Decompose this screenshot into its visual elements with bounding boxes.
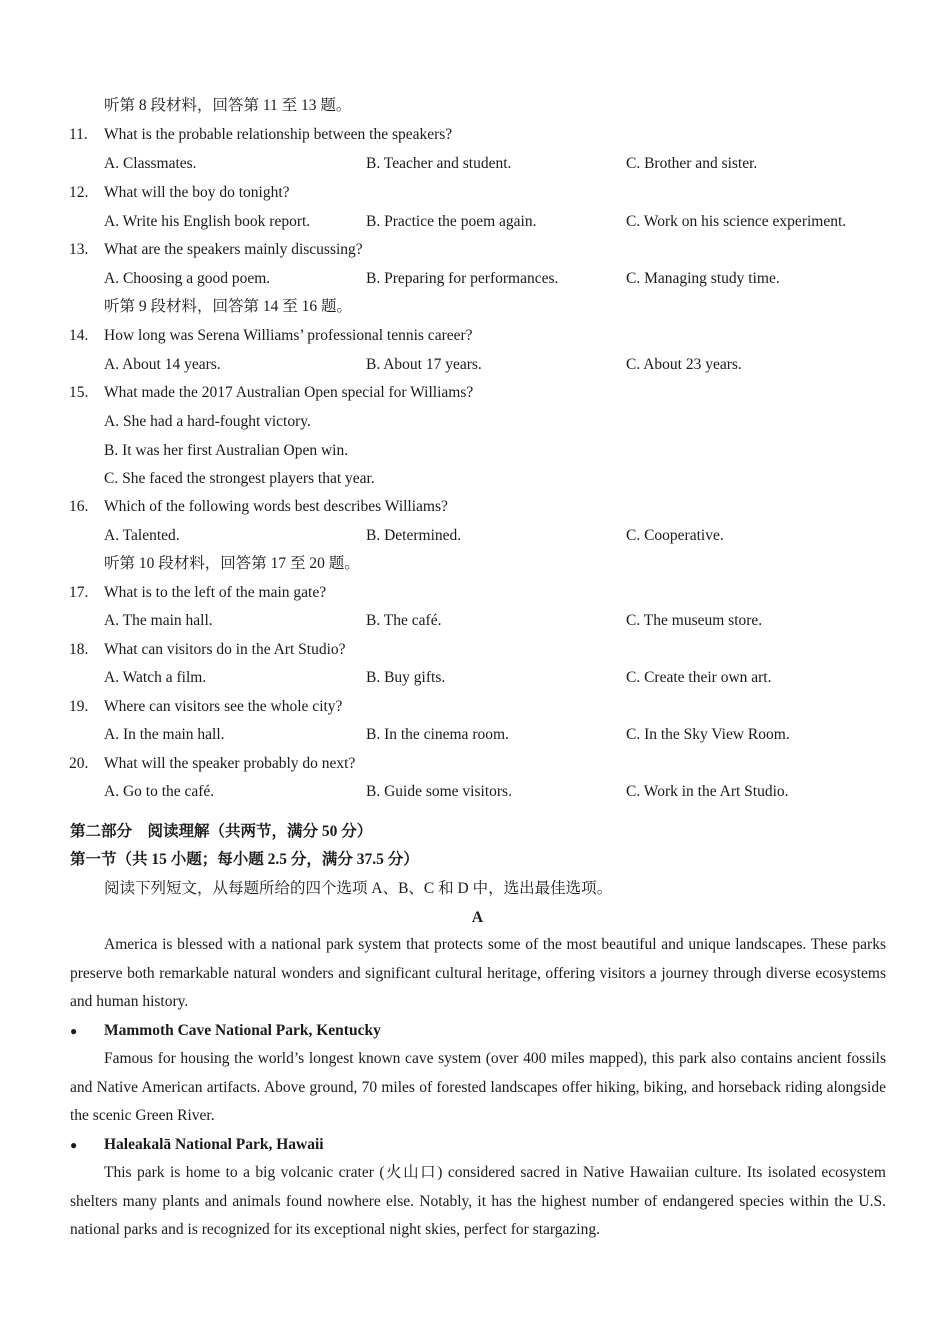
option-c: C. Work in the Art Studio. [626, 783, 789, 800]
question-number: 18. [69, 641, 89, 658]
option-a: A. The main hall. [104, 612, 213, 629]
option-c: C. Work on his science experiment. [626, 213, 847, 230]
question-number: 13. [69, 241, 89, 258]
option-a: A. Go to the café. [104, 783, 215, 800]
bullet-icon: ● [70, 1138, 78, 1152]
part-2-title: 第二部分 阅读理解（共两节，满分 50 分） [70, 823, 373, 840]
passage-intro: America is blessed with a national park system that protects some of the most beautiful and unique landscapes. These parks preserve both remarkable natural wonders and significant cultural heritage, offering visitors a journey through diverse ecosystems and human history. [70, 936, 886, 1011]
option-b: B. It was her first Australian Open win. [104, 442, 349, 459]
option-b: B. Guide some visitors. [366, 783, 512, 800]
option-c: C. She faced the strongest players that year. [104, 470, 375, 487]
option-b: B. The café. [366, 612, 442, 629]
question-text: What are the speakers mainly discussing? [104, 241, 363, 258]
question-text: What will the boy do tonight? [104, 184, 290, 201]
question-number: 17. [69, 584, 89, 601]
option-a: A. She had a hard-fought victory. [104, 413, 311, 430]
question-text: How long was Serena Williams’ professional tennis career? [104, 327, 473, 344]
option-c: C. The museum store. [626, 612, 763, 629]
option-c: C. Brother and sister. [626, 155, 758, 172]
question-number: 19. [69, 698, 89, 715]
option-a: A. About 14 years. [104, 356, 221, 373]
park-2-text: This park is home to a big volcanic crater (火山口) considered sacred in Native Hawaiian culture. Its isolated ecosystem shelters many plants and animals found nowhere else. Notably, it has the highest number of endangered species within the U.S. national parks and is recognized for its exceptional night skies, perfect for stargazing. [70, 1164, 886, 1239]
bullet-icon: ● [70, 1024, 78, 1038]
question-number: 15. [69, 384, 89, 401]
question-text: Where can visitors see the whole city? [104, 698, 343, 715]
option-a: A. In the main hall. [104, 726, 225, 743]
option-b: B. Teacher and student. [366, 155, 512, 172]
question-number: 20. [69, 755, 89, 772]
question-text: What will the speaker probably do next? [104, 755, 356, 772]
section-9-heading: 听第 9 段材料，回答第 14 至 16 题。 [104, 298, 353, 315]
reading-instruction: 阅读下列短文，从每题所给的四个选项 A、B、C 和 D 中，选出最佳选项。 [104, 880, 613, 897]
option-b: B. Buy gifts. [366, 669, 446, 686]
park-1-text: Famous for housing the world’s longest known cave system (over 400 miles mapped), this park also contains ancient fossils and Native American artifacts. Above ground, 70 miles of forested landscapes offer hiking, biking, and horseback riding alongside the scenic Green River. [70, 1050, 886, 1125]
option-b: B. Determined. [366, 527, 462, 544]
question-text: What is the probable relationship between the speakers? [104, 126, 453, 143]
question-text: What can visitors do in the Art Studio? [104, 641, 346, 658]
option-b: B. About 17 years. [366, 356, 482, 373]
option-c: C. Managing study time. [626, 270, 780, 287]
section-1-title: 第一节（共 15 小题；每小题 2.5 分，满分 37.5 分） [70, 851, 419, 868]
passage-label: A [471, 909, 484, 926]
park-1-title: Mammoth Cave National Park, Kentucky [104, 1022, 381, 1039]
option-c: C. Cooperative. [626, 527, 724, 544]
question-number: 14. [69, 327, 89, 344]
option-b: B. In the cinema room. [366, 726, 509, 743]
option-c: C. In the Sky View Room. [626, 726, 790, 743]
question-text: Which of the following words best describes Williams? [104, 498, 448, 515]
option-a: A. Talented. [104, 527, 180, 544]
section-10-heading: 听第 10 段材料，回答第 17 至 20 题。 [104, 555, 360, 572]
question-number: 11. [69, 126, 88, 143]
option-c: C. Create their own art. [626, 669, 772, 686]
option-a: A. Watch a film. [104, 669, 207, 686]
option-b: B. Practice the poem again. [366, 213, 537, 230]
section-8-heading: 听第 8 段材料，回答第 11 至 13 题。 [104, 97, 352, 114]
option-a: A. Choosing a good poem. [104, 270, 271, 287]
park-2-title: Haleakalā National Park, Hawaii [104, 1136, 324, 1153]
question-number: 16. [69, 498, 89, 515]
option-c: C. About 23 years. [626, 356, 742, 373]
question-number: 12. [69, 184, 89, 201]
question-text: What made the 2017 Australian Open special for Williams? [104, 384, 474, 401]
question-text: What is to the left of the main gate? [104, 584, 327, 601]
option-b: B. Preparing for performances. [366, 270, 559, 287]
option-a: A. Write his English book report. [104, 213, 311, 230]
option-a: A. Classmates. [104, 155, 197, 172]
